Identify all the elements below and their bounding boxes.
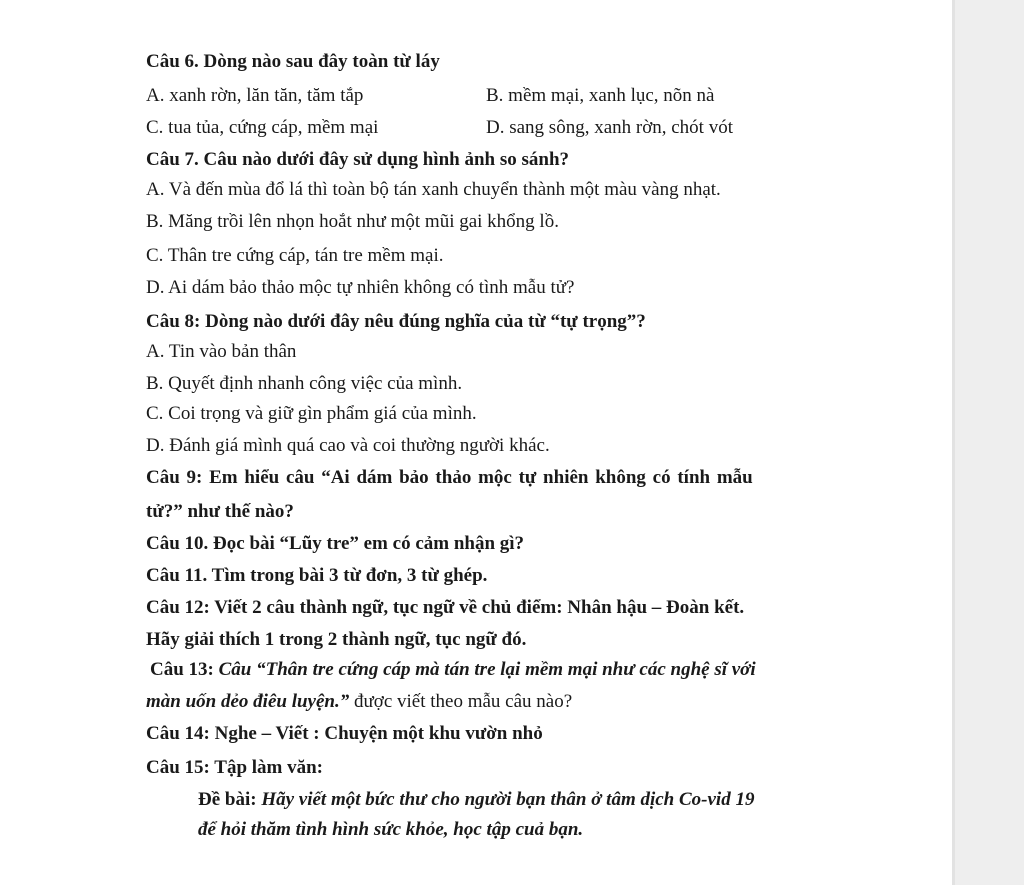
q7-option-a: A. Và đến mùa đổ lá thì toàn bộ tán xanh chuyển thành một màu vàng nhạt. (146, 179, 721, 200)
q8-option-d: D. Đánh giá mình quá cao và coi thường người khác. (146, 435, 550, 456)
q13-line-1 (150, 658, 756, 682)
q9-line-2: tử?” như thế nào? (146, 501, 294, 522)
q13-rest: được viết theo mẫu câu nào? (349, 691, 573, 712)
q12-line-2: Hãy giải thích 1 trong 2 thành ngữ, tục ngữ đó. (146, 629, 527, 650)
q15-prompt-label: Đề bài: (198, 789, 262, 810)
q15-title: Câu 15: Tập làm văn: (146, 757, 324, 778)
q6-option-a: A. xanh rờn, lăn tăn, tăm tắp (146, 85, 364, 106)
q10-title: Câu 10. Đọc bài “Lũy tre” em có cảm nhận gì? (146, 533, 525, 554)
q13-label: Câu 13: (150, 659, 219, 680)
q13-quote-part-1: Câu “Thân tre cứng cáp mà tán tre lại mềm mại như các nghệ sĩ với (218, 659, 756, 680)
q8-title: Câu 8: Dòng nào dưới đây nêu đúng nghĩa của từ “tự trọng”? (146, 311, 646, 332)
q15-prompt-text-1: Hãy viết một bức thư cho người bạn thân ở tâm dịch Co-vid 19 (261, 789, 755, 810)
viewer-side-gutter (952, 0, 1024, 885)
q13-quote-part-2: màn uốn dẻo điêu luyện.” (146, 691, 350, 712)
q7-option-c: C. Thân tre cứng cáp, tán tre mềm mại. (146, 245, 444, 266)
q9-line-1: Câu 9: Em hiểu câu “Ai dám bảo thảo mộc tự nhiên không có tính mẫu (146, 467, 753, 488)
q13-line-2 (146, 690, 572, 714)
q14-title: Câu 14: Nghe – Viết : Chuyện một khu vườn nhỏ (146, 723, 543, 744)
q8-option-c: C. Coi trọng và giữ gìn phẩm giá của mình. (146, 403, 477, 424)
q15-prompt-line-2: để hỏi thăm tình hình sức khỏe, học tập cuả bạn. (198, 819, 584, 840)
q8-option-a: A. Tin vào bản thân (146, 341, 297, 362)
q7-option-d: D. Ai dám bảo thảo mộc tự nhiên không có tình mẫu tử? (146, 277, 575, 298)
gutter-edge (952, 0, 955, 885)
q12-line-1: Câu 12: Viết 2 câu thành ngữ, tục ngữ về chủ điểm: Nhân hậu – Đoàn kết. (146, 597, 745, 618)
q6-title: Câu 6. Dòng nào sau đây toàn từ láy (146, 51, 440, 72)
q11-title: Câu 11. Tìm trong bài 3 từ đơn, 3 từ ghép. (146, 565, 488, 586)
q6-option-d: D. sang sông, xanh rờn, chót vót (486, 117, 733, 138)
q7-title: Câu 7. Câu nào dưới đây sử dụng hình ảnh so sánh? (146, 149, 570, 170)
q7-option-b: B. Măng trồi lên nhọn hoắt như một mũi gai khổng lồ. (146, 211, 559, 232)
q8-option-b: B. Quyết định nhanh công việc của mình. (146, 373, 463, 394)
q6-option-b: B. mềm mại, xanh lục, nõn nà (486, 85, 715, 106)
q15-prompt-line-1 (198, 788, 754, 812)
q6-option-c: C. tua tủa, cứng cáp, mềm mại (146, 117, 379, 138)
